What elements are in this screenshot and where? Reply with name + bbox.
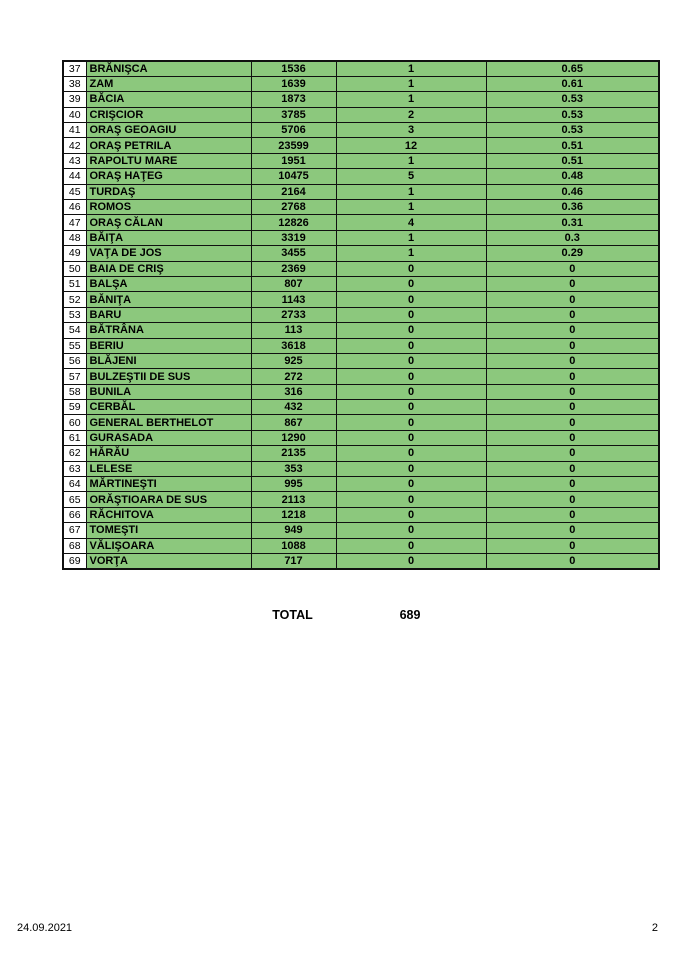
locality-name-cell: TURDAŞ (86, 184, 251, 199)
table-row (63, 492, 659, 507)
rate-cell: 0.53 (486, 107, 659, 122)
total-row (62, 608, 658, 622)
row-number-cell: 64 (63, 477, 86, 492)
cases-cell: 4 (336, 215, 486, 230)
cases-cell: 1 (336, 61, 486, 76)
cases-cell: 1 (336, 246, 486, 261)
incidence-table (62, 60, 660, 570)
row-number-cell: 41 (63, 123, 86, 138)
population-cell: 925 (251, 353, 336, 368)
row-number-cell: 61 (63, 430, 86, 445)
row-number-cell: 44 (63, 169, 86, 184)
row-number-cell: 67 (63, 523, 86, 538)
rate-cell: 0 (486, 523, 659, 538)
row-number-cell: 63 (63, 461, 86, 476)
cases-cell: 0 (336, 276, 486, 291)
population-cell: 2733 (251, 307, 336, 322)
locality-name-cell: ORAŞ CĂLAN (86, 215, 251, 230)
total-label: TOTAL (272, 608, 313, 622)
cases-cell: 0 (336, 477, 486, 492)
locality-name-cell: ORAŞ HAŢEG (86, 169, 251, 184)
table-row (63, 246, 659, 261)
page-footer (17, 922, 658, 934)
rate-cell: 0 (486, 276, 659, 291)
population-cell: 867 (251, 415, 336, 430)
population-cell: 2113 (251, 492, 336, 507)
locality-name-cell: CRIŞCIOR (86, 107, 251, 122)
table-row (63, 123, 659, 138)
locality-name-cell: GENERAL BERTHELOT (86, 415, 251, 430)
table-row (63, 138, 659, 153)
table-row (63, 92, 659, 107)
cases-cell: 0 (336, 461, 486, 476)
cases-cell: 1 (336, 230, 486, 245)
locality-name-cell: CERBĂL (86, 400, 251, 415)
population-cell: 272 (251, 369, 336, 384)
population-cell: 1951 (251, 153, 336, 168)
table-row (63, 338, 659, 353)
row-number-cell: 51 (63, 276, 86, 291)
cases-cell: 0 (336, 554, 486, 569)
cases-cell: 0 (336, 353, 486, 368)
locality-name-cell: BERIU (86, 338, 251, 353)
table-row (63, 323, 659, 338)
rate-cell: 0 (486, 307, 659, 322)
population-cell: 316 (251, 384, 336, 399)
cases-cell: 0 (336, 400, 486, 415)
population-cell: 1218 (251, 507, 336, 522)
rate-cell: 0 (486, 461, 659, 476)
table-row (63, 384, 659, 399)
population-cell: 3618 (251, 338, 336, 353)
table-row (63, 430, 659, 445)
cases-cell: 1 (336, 92, 486, 107)
population-cell: 1290 (251, 430, 336, 445)
row-number-cell: 42 (63, 138, 86, 153)
cases-cell: 0 (336, 384, 486, 399)
cases-cell: 3 (336, 123, 486, 138)
locality-name-cell: BĂTRÂNA (86, 323, 251, 338)
table-row (63, 230, 659, 245)
rate-cell: 0 (486, 507, 659, 522)
table-row (63, 538, 659, 553)
rate-cell: 0 (486, 400, 659, 415)
population-cell: 5706 (251, 123, 336, 138)
cases-cell: 0 (336, 430, 486, 445)
rate-cell: 0 (486, 292, 659, 307)
rate-cell: 0 (486, 384, 659, 399)
total-row-spacer (62, 608, 250, 622)
row-number-cell: 39 (63, 92, 86, 107)
locality-name-cell: BALŞA (86, 276, 251, 291)
locality-name-cell: BLĂJENI (86, 353, 251, 368)
row-number-cell: 68 (63, 538, 86, 553)
population-cell: 12826 (251, 215, 336, 230)
locality-name-cell: RAPOLTU MARE (86, 153, 251, 168)
rate-cell: 0 (486, 430, 659, 445)
cases-cell: 0 (336, 492, 486, 507)
cases-cell: 0 (336, 523, 486, 538)
population-cell: 949 (251, 523, 336, 538)
population-cell: 717 (251, 554, 336, 569)
population-cell: 2135 (251, 446, 336, 461)
population-cell: 1143 (251, 292, 336, 307)
table-row (63, 523, 659, 538)
rate-cell: 0 (486, 492, 659, 507)
locality-name-cell: HĂRĂU (86, 446, 251, 461)
cases-cell: 0 (336, 369, 486, 384)
population-cell: 10475 (251, 169, 336, 184)
table-row (63, 200, 659, 215)
rate-cell: 0 (486, 338, 659, 353)
locality-name-cell: TOMEŞTI (86, 523, 251, 538)
rate-cell: 0 (486, 261, 659, 276)
row-number-cell: 59 (63, 400, 86, 415)
population-cell: 2369 (251, 261, 336, 276)
footer-date: 24.09.2021 (17, 922, 73, 934)
table-row (63, 261, 659, 276)
total-row-spacer (485, 608, 658, 622)
population-cell: 3785 (251, 107, 336, 122)
locality-name-cell: MĂRTINEŞTI (86, 477, 251, 492)
population-cell: 353 (251, 461, 336, 476)
locality-name-cell: BĂCIA (86, 92, 251, 107)
total-value: 689 (399, 608, 421, 622)
cases-cell: 1 (336, 200, 486, 215)
row-number-cell: 60 (63, 415, 86, 430)
table-row (63, 400, 659, 415)
rate-cell: 0.51 (486, 138, 659, 153)
population-cell: 995 (251, 477, 336, 492)
rate-cell: 0 (486, 353, 659, 368)
locality-table-body (63, 61, 659, 569)
rate-cell: 0 (486, 415, 659, 430)
row-number-cell: 53 (63, 307, 86, 322)
row-number-cell: 57 (63, 369, 86, 384)
cases-cell: 0 (336, 338, 486, 353)
locality-name-cell: BARU (86, 307, 251, 322)
cases-cell: 5 (336, 169, 486, 184)
row-number-cell: 65 (63, 492, 86, 507)
table-row (63, 153, 659, 168)
locality-name-cell: ZAM (86, 76, 251, 91)
locality-name-cell: VORŢA (86, 554, 251, 569)
row-number-cell: 58 (63, 384, 86, 399)
locality-name-cell: LELESE (86, 461, 251, 476)
table-row (63, 276, 659, 291)
rate-cell: 0 (486, 554, 659, 569)
locality-name-cell: BĂNIŢA (86, 292, 251, 307)
locality-name-cell: BAIA DE CRIŞ (86, 261, 251, 276)
cases-cell: 0 (336, 323, 486, 338)
locality-name-cell: BRĂNIŞCA (86, 61, 251, 76)
table-row (63, 169, 659, 184)
table-row (63, 369, 659, 384)
row-number-cell: 38 (63, 76, 86, 91)
row-number-cell: 52 (63, 292, 86, 307)
cases-cell: 1 (336, 153, 486, 168)
population-cell: 2164 (251, 184, 336, 199)
row-number-cell: 50 (63, 261, 86, 276)
rate-cell: 0.61 (486, 76, 659, 91)
cases-cell: 0 (336, 307, 486, 322)
cases-cell: 1 (336, 76, 486, 91)
locality-name-cell: BUNILA (86, 384, 251, 399)
table-row (63, 215, 659, 230)
table-row (63, 353, 659, 368)
rate-cell: 0 (486, 538, 659, 553)
row-number-cell: 45 (63, 184, 86, 199)
rate-cell: 0.46 (486, 184, 659, 199)
table-row (63, 415, 659, 430)
row-number-cell: 40 (63, 107, 86, 122)
row-number-cell: 43 (63, 153, 86, 168)
table-row (63, 307, 659, 322)
rate-cell: 0.65 (486, 61, 659, 76)
table-row (63, 554, 659, 569)
population-cell: 113 (251, 323, 336, 338)
rate-cell: 0.29 (486, 246, 659, 261)
table-row (63, 461, 659, 476)
rate-cell: 0 (486, 323, 659, 338)
table-row (63, 477, 659, 492)
locality-name-cell: BULZEŞTII DE SUS (86, 369, 251, 384)
table-row (63, 446, 659, 461)
locality-name-cell: GURASADA (86, 430, 251, 445)
row-number-cell: 56 (63, 353, 86, 368)
rate-cell: 0.53 (486, 92, 659, 107)
cases-cell: 1 (336, 184, 486, 199)
cases-cell: 0 (336, 507, 486, 522)
population-cell: 432 (251, 400, 336, 415)
row-number-cell: 47 (63, 215, 86, 230)
rate-cell: 0.51 (486, 153, 659, 168)
rate-cell: 0.3 (486, 230, 659, 245)
locality-name-cell: ORAŞ PETRILA (86, 138, 251, 153)
population-cell: 1536 (251, 61, 336, 76)
locality-name-cell: ORAŞ GEOAGIU (86, 123, 251, 138)
cases-cell: 0 (336, 538, 486, 553)
rate-cell: 0 (486, 477, 659, 492)
row-number-cell: 69 (63, 554, 86, 569)
population-cell: 3455 (251, 246, 336, 261)
row-number-cell: 37 (63, 61, 86, 76)
row-number-cell: 49 (63, 246, 86, 261)
population-cell: 3319 (251, 230, 336, 245)
cases-cell: 0 (336, 292, 486, 307)
locality-name-cell: BĂIŢA (86, 230, 251, 245)
table-row (63, 76, 659, 91)
row-number-cell: 46 (63, 200, 86, 215)
row-number-cell: 55 (63, 338, 86, 353)
locality-name-cell: VĂLIŞOARA (86, 538, 251, 553)
population-cell: 807 (251, 276, 336, 291)
locality-name-cell: ROMOS (86, 200, 251, 215)
table-row (63, 507, 659, 522)
table-row (63, 292, 659, 307)
row-number-cell: 54 (63, 323, 86, 338)
locality-name-cell: VAŢA DE JOS (86, 246, 251, 261)
rate-cell: 0 (486, 369, 659, 384)
rate-cell: 0 (486, 446, 659, 461)
population-cell: 1088 (251, 538, 336, 553)
locality-name-cell: ORĂŞTIOARA DE SUS (86, 492, 251, 507)
rate-cell: 0.31 (486, 215, 659, 230)
cases-cell: 0 (336, 446, 486, 461)
population-cell: 2768 (251, 200, 336, 215)
rate-cell: 0.36 (486, 200, 659, 215)
cases-cell: 2 (336, 107, 486, 122)
population-cell: 1639 (251, 76, 336, 91)
table-row (63, 61, 659, 76)
table-row (63, 107, 659, 122)
cases-cell: 12 (336, 138, 486, 153)
locality-name-cell: RĂCHITOVA (86, 507, 251, 522)
cases-cell: 0 (336, 261, 486, 276)
population-cell: 23599 (251, 138, 336, 153)
rate-cell: 0.53 (486, 123, 659, 138)
footer-page-number: 2 (651, 922, 658, 934)
row-number-cell: 48 (63, 230, 86, 245)
rate-cell: 0.48 (486, 169, 659, 184)
row-number-cell: 62 (63, 446, 86, 461)
cases-cell: 0 (336, 415, 486, 430)
row-number-cell: 66 (63, 507, 86, 522)
population-cell: 1873 (251, 92, 336, 107)
table-row (63, 184, 659, 199)
